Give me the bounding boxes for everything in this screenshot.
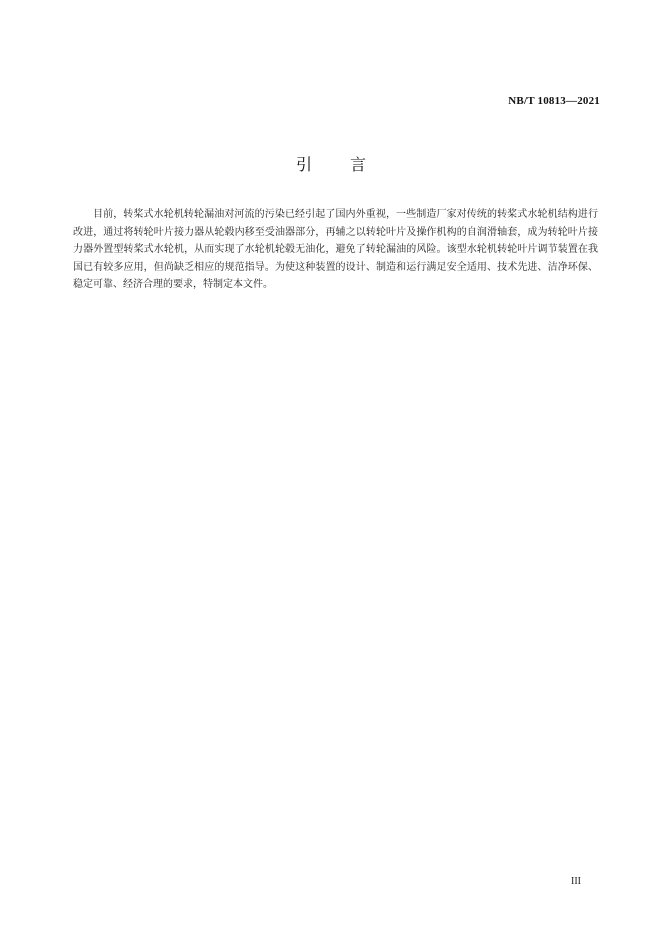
document-code: NB/T 10813—2021 (508, 95, 600, 107)
introduction-paragraph: 目前，转桨式水轮机转轮漏油对河流的污染已经引起了国内外重视，一些制造厂家对传统的转桨式水轮机结构进行改进，通过将转轮叶片接力器从轮毂内移至受油器部分，再辅之以转轮叶片及操作机构的自润滑轴套，成为转轮叶片接力器外置型转桨式水轮机，从而实现了水轮机轮毂无油化，避免了转轮漏油的风险。该型水轮机转轮叶片调节装置在我国已有较多应用，但尚缺乏相应的规范指导。为使这种装置的设计、制造和运行满足安全适用、技术先进、洁净环保、稳定可靠、经济合理的要求，特制定本文件。 (73, 209, 598, 291)
page-number: III (571, 876, 581, 887)
section-title-char-1: 引 (295, 155, 312, 174)
section-title (0, 152, 662, 175)
section-title-char-2: 言 (350, 155, 367, 174)
